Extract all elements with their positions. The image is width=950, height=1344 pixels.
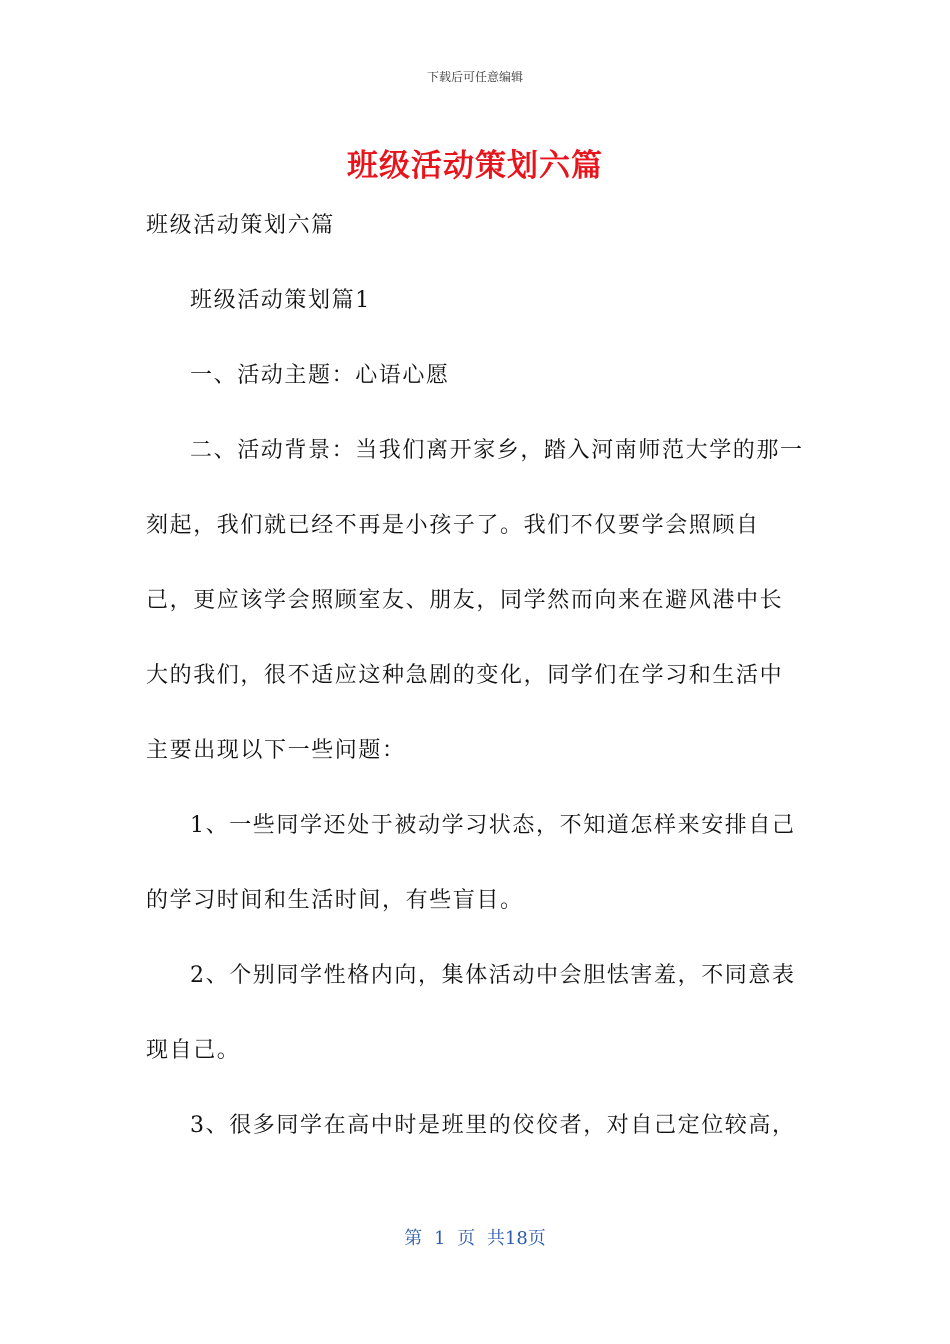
paragraph: 班级活动策划篇1 bbox=[190, 288, 371, 313]
footer-current-page: 1 bbox=[433, 1228, 446, 1249]
footer-label-end: 页 bbox=[527, 1228, 546, 1249]
footer-label-of: 页 共 bbox=[457, 1228, 505, 1249]
page-footer bbox=[0, 1224, 950, 1250]
document-title: 班级活动策划六篇 bbox=[347, 148, 603, 184]
footer-total-pages: 18 bbox=[504, 1228, 528, 1249]
paragraph: 1、一些同学还处于被动学习状态，不知道怎样来安排自己的学习时间和生活时间，有些盲目。 bbox=[146, 813, 796, 913]
paragraph: 二、活动背景：当我们离开家乡，踏入河南师范大学的那一刻起，我们就已经不再是小孩子了。我们不仅要学会照顾自己，更应该学会照顾室友、朋友，同学然而向来在避风港中长大的我们，很不适应这种急剧的变化，同学们在学习和生活中主要出现以下一些问题： bbox=[146, 438, 804, 763]
footer-label-page: 第 bbox=[404, 1228, 423, 1249]
paragraph: 一、活动主题：心语心愿 bbox=[190, 363, 450, 388]
paragraph: 班级活动策划六篇 bbox=[146, 213, 335, 238]
header-note: 下载后可任意编辑 bbox=[426, 70, 523, 84]
paragraph: 2、个别同学性格内向，集体活动中会胆怯害羞，不同意表现自己。 bbox=[146, 963, 796, 1063]
paragraph: 3、很多同学在高中时是班里的佼佼者，对自己定位较高， bbox=[190, 1113, 796, 1138]
document-body bbox=[146, 188, 806, 1163]
